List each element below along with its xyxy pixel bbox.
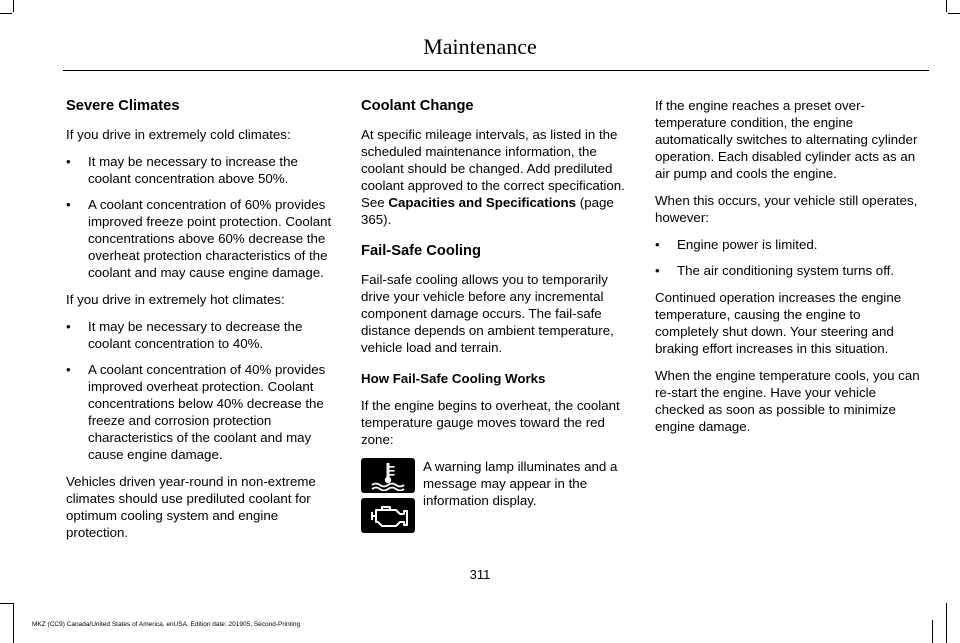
- section-heading: Coolant Change: [361, 98, 474, 114]
- column-1: [66, 97, 336, 551]
- warning-lamp-row: [361, 458, 631, 533]
- paragraph: Continued operation increases the engine temperature, causing the engine to completely shut down. Your steering and braking effort increases in this situation.: [655, 290, 902, 356]
- paragraph: If you drive in extremely cold climates:: [66, 127, 291, 142]
- paragraph: When the engine temperature cools, you can re-start the engine. Have your vehicle checked as soon as possible to minimize engine damage.: [655, 368, 920, 434]
- paragraph-text: At specific mileage intervals, as listed in the scheduled maintenance information, the coolant should be changed. Add prediluted coolant approved to the correct specification. See: [361, 127, 625, 210]
- bullet-list: [66, 318, 336, 463]
- paragraph: If the engine reaches a preset over-temperature condition, the engine automatically switches to alternating cylinder operation. Each disabled cylinder acts as an air pump and cools the engine.: [655, 98, 918, 181]
- footer-text: MKZ (CC9) Canada/United States of America, enUSA, Edition date: 201905, Second-Printing: [32, 621, 301, 628]
- section-heading: Severe Climates: [66, 98, 180, 114]
- list-item: • The air conditioning system turns off.: [655, 262, 925, 279]
- paragraph: If you drive in extremely hot climates:: [66, 292, 285, 307]
- crop-mark: [13, 0, 14, 12]
- crop-mark: [0, 13, 12, 14]
- paragraph: Fail-safe cooling allows you to temporarily drive your vehicle before any incremental component damage occurs. The fail-safe distance depends on ambient temperature, vehicle load and terrain.: [361, 272, 614, 355]
- subheading: How Fail-Safe Cooling Works: [361, 371, 546, 386]
- paragraph: When this occurs, your vehicle still operates, however:: [655, 193, 918, 225]
- list-item: • It may be necessary to decrease the coolant concentration to 40%.: [66, 318, 336, 352]
- list-item: • A coolant concentration of 40% provides improved overheat protection. Coolant concentrations below 40% decrease the freeze and corrosion protection characteristics of the coolant and may cause engine damage.: [66, 361, 336, 463]
- paragraph: [361, 126, 631, 228]
- paragraph: If the engine begins to overheat, the coolant temperature gauge moves toward the red zone:: [361, 398, 620, 447]
- crop-mark: [948, 13, 960, 14]
- section-heading: Fail-Safe Cooling: [361, 243, 481, 259]
- crop-mark: [13, 603, 14, 643]
- page-number: 311: [469, 567, 491, 582]
- crop-mark: [932, 620, 933, 643]
- page-title: Maintenance: [423, 34, 537, 59]
- list-item: • A coolant concentration of 60% provides improved freeze point protection. Coolant concentrations above 60% decrease the overheat protection characteristics of the coolant and may cause engine damage.: [66, 196, 336, 281]
- warning-text: A warning lamp illuminates and a message may appear in the information display.: [423, 459, 618, 508]
- header-rule: [63, 70, 929, 71]
- bullet-list: [655, 236, 925, 279]
- check-engine-icon: [361, 498, 415, 533]
- paragraph: Vehicles driven year-round in non-extreme climates should use prediluted coolant for optimum cooling system and engine protection.: [66, 474, 316, 540]
- crop-mark: [946, 0, 947, 12]
- crop-mark: [0, 603, 14, 604]
- bullet-list: [66, 153, 336, 281]
- crop-mark: [946, 603, 947, 643]
- list-item: • It may be necessary to increase the coolant concentration above 50%.: [66, 153, 336, 187]
- column-2: [361, 97, 631, 533]
- warning-icons: [361, 458, 415, 533]
- paragraph-text: (page 365).: [361, 195, 614, 227]
- list-item: • Engine power is limited.: [655, 236, 925, 253]
- column-3: [655, 97, 925, 445]
- coolant-temperature-icon: [361, 458, 415, 493]
- cross-reference-link[interactable]: Capacities and Specifications: [388, 195, 577, 210]
